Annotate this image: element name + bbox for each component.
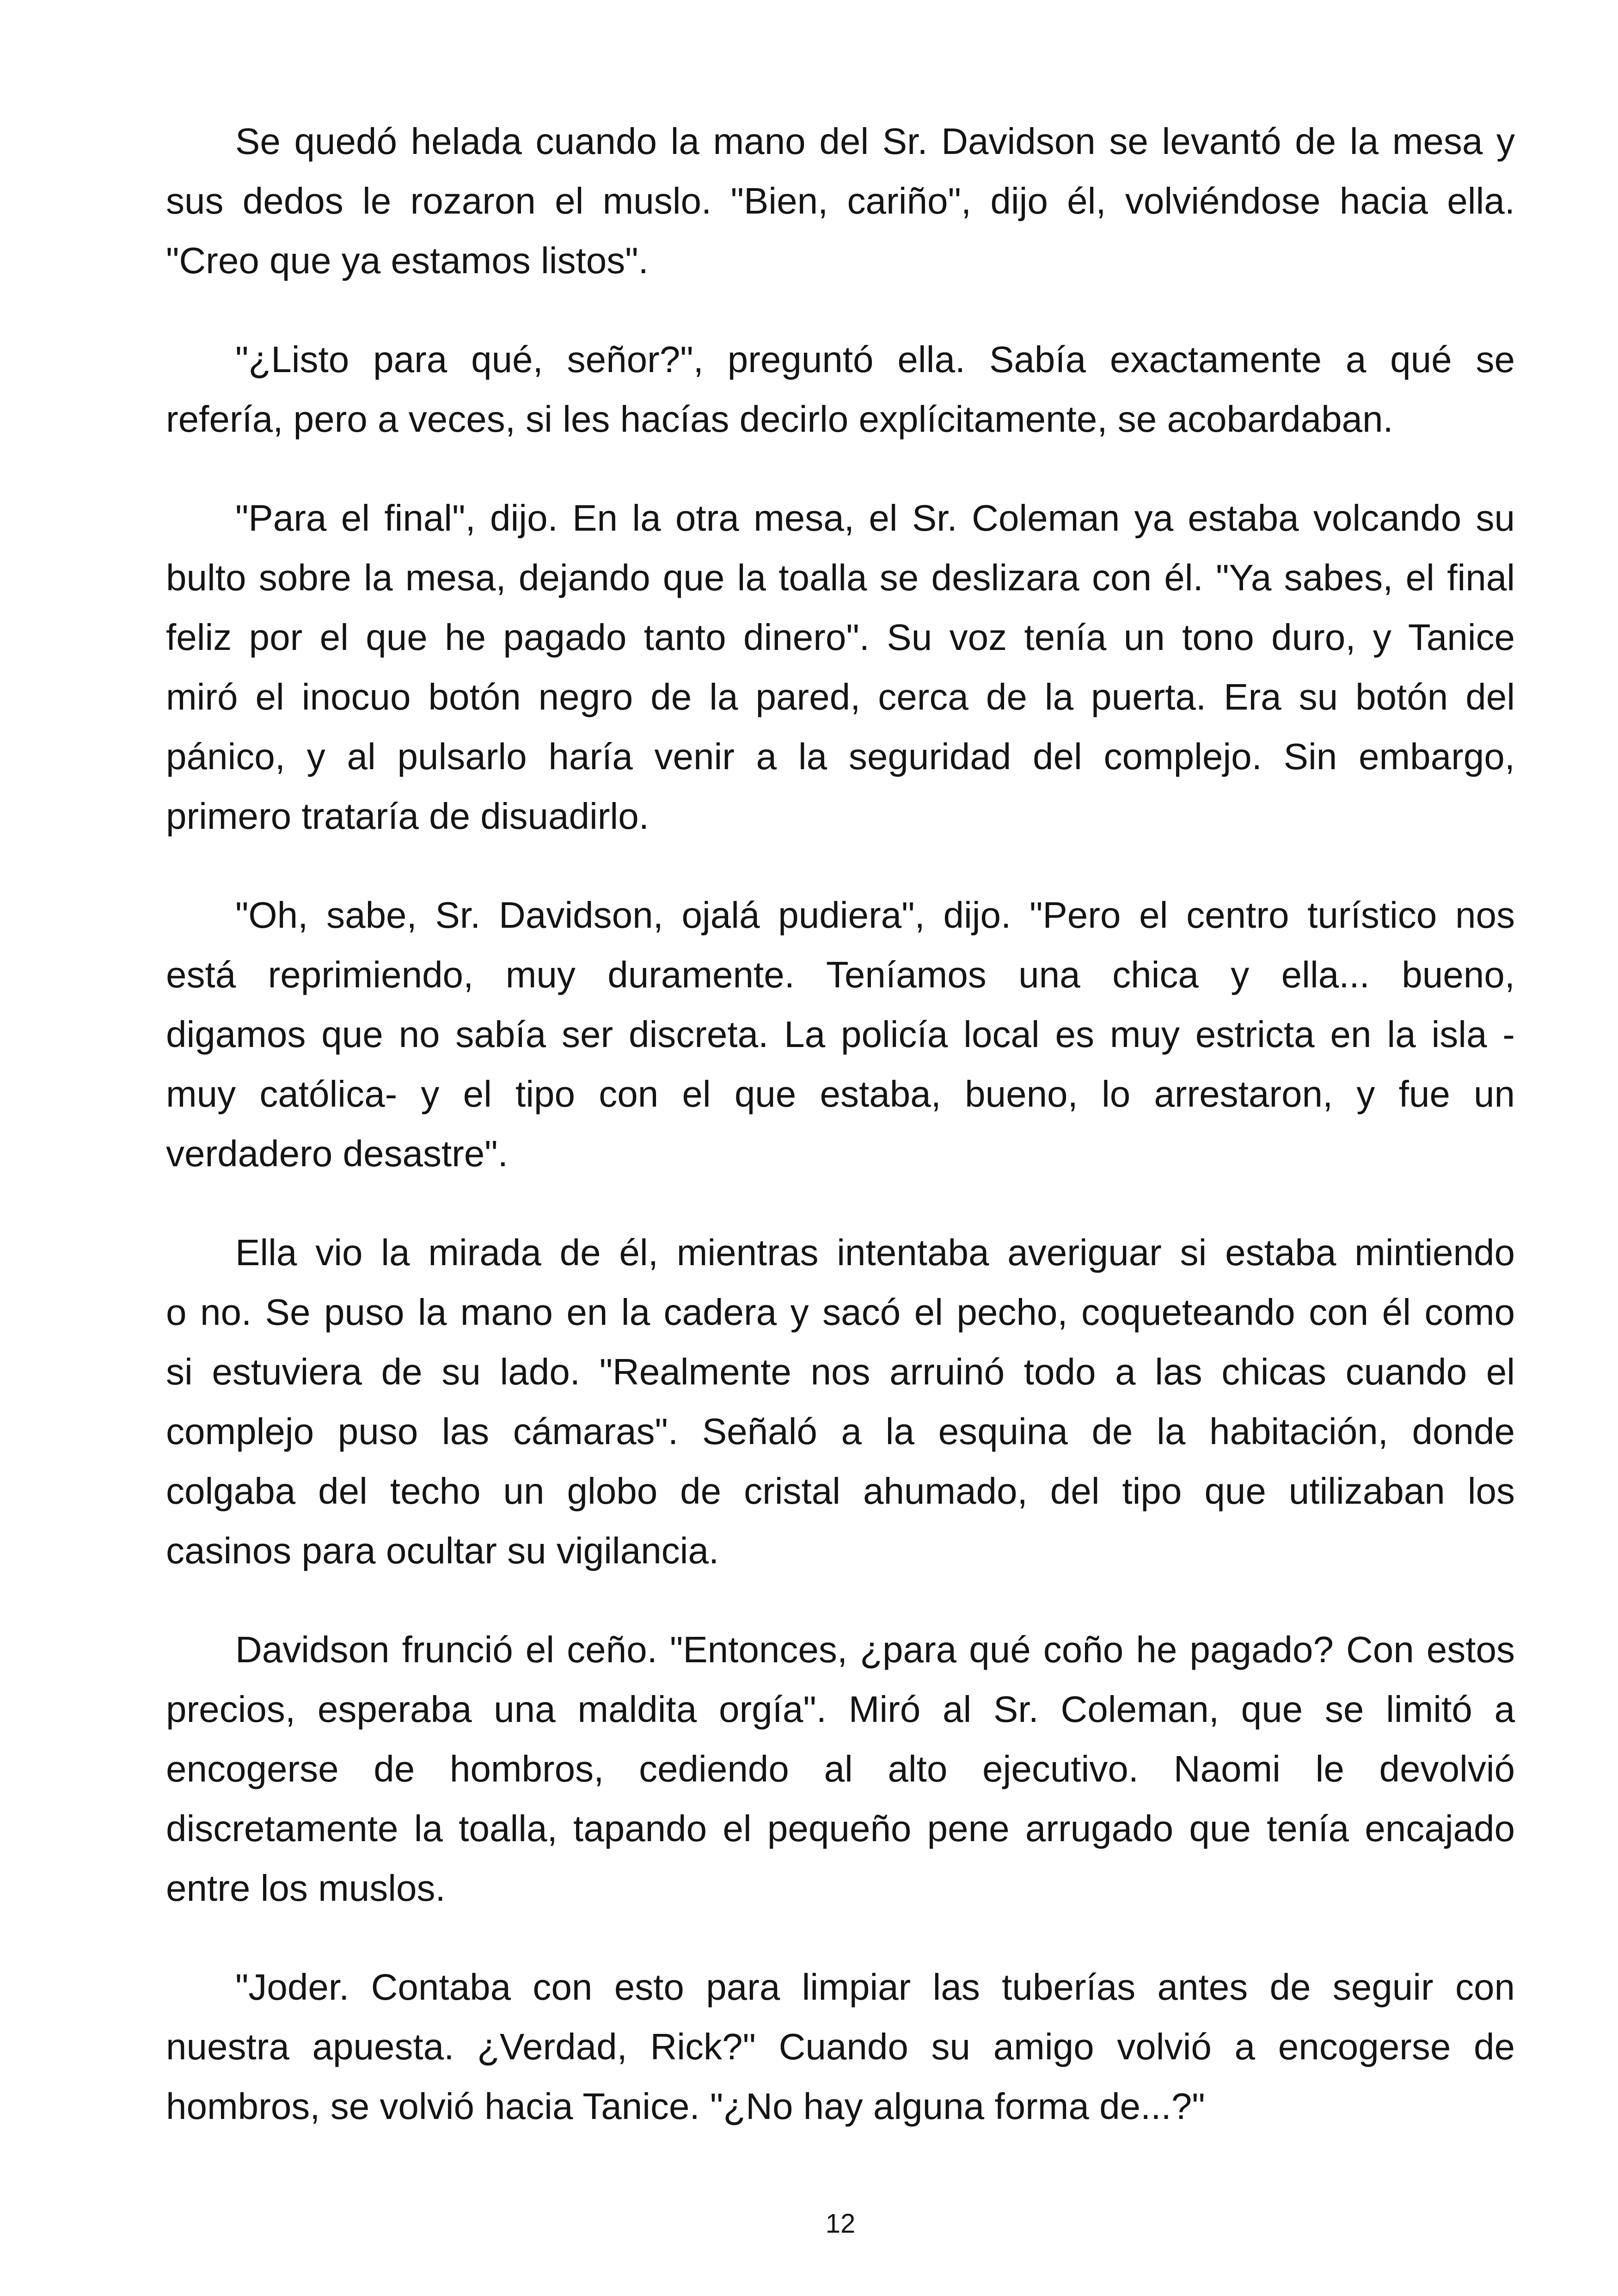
- text-line: nuestra apuesta. ¿Verdad, Rick?" Cuando su amigo volvió a encogerse de: [166, 2026, 1515, 2067]
- body-text: [166, 111, 1515, 2136]
- paragraph: [166, 111, 1515, 290]
- text-line: complejo puso las cámaras". Señaló a la esquina de la habitación, donde: [166, 1411, 1515, 1452]
- text-line: feliz por el que he pagado tanto dinero". Su voz tenía un tono duro, y Tanice: [166, 617, 1515, 658]
- text-line: Davidson frunció el ceño. "Entonces, ¿para qué coño he pagado? Con estos: [235, 1629, 1515, 1670]
- text-line: "Para el final", dijo. En la otra mesa, el Sr. Coleman ya estaba volcando su: [235, 497, 1515, 539]
- paragraph: [166, 885, 1515, 1183]
- text-line: Se quedó helada cuando la mano del Sr. Davidson se levantó de la mesa y: [235, 121, 1515, 162]
- text-line: pánico, y al pulsarlo haría venir a la seguridad del complejo. Sin embargo,: [166, 736, 1515, 777]
- text-line: primero trataría de disuadirlo.: [166, 796, 649, 837]
- text-line: encogerse de hombros, cediendo al alto ejecutivo. Naomi le devolvió: [166, 1748, 1515, 1789]
- page-number: 12: [825, 2209, 856, 2239]
- text-line: muy católica- y el tipo con el que estaba, bueno, lo arrestaron, y fue un: [166, 1073, 1515, 1114]
- paragraph: [166, 1620, 1515, 1918]
- text-line: si estuviera de su lado. "Realmente nos arruinó todo a las chicas cuando el: [166, 1351, 1515, 1392]
- text-line: entre los muslos.: [166, 1867, 446, 1909]
- text-line: discretamente la toalla, tapando el pequeño pene arrugado que tenía encajado: [166, 1808, 1515, 1849]
- paragraph: [166, 330, 1515, 449]
- paragraph: [166, 488, 1515, 846]
- text-line: sus dedos le rozaron el muslo. "Bien, cariño", dijo él, volviéndose hacia ella.: [166, 180, 1515, 221]
- text-line: "¿Listo para qué, señor?", preguntó ella. Sabía exactamente a qué se: [235, 339, 1515, 380]
- text-line: "Creo que ya estamos listos".: [166, 240, 649, 281]
- paragraph: [166, 1957, 1515, 2136]
- text-line: verdadero desastre".: [166, 1133, 508, 1174]
- text-line: bulto sobre la mesa, dejando que la toalla se deslizara con él. "Ya sabes, el final: [166, 557, 1515, 598]
- text-line: está reprimiendo, muy duramente. Teníamos una chica y ella... bueno,: [166, 954, 1515, 995]
- text-line: "Joder. Contaba con esto para limpiar las tuberías antes de seguir con: [235, 1966, 1515, 2008]
- paragraph: [166, 1223, 1515, 1580]
- text-line: Ella vio la mirada de él, mientras intentaba averiguar si estaba mintiendo: [235, 1232, 1515, 1273]
- text-line: "Oh, sabe, Sr. Davidson, ojalá pudiera", dijo. "Pero el centro turístico nos: [235, 894, 1515, 936]
- text-line: digamos que no sabía ser discreta. La policía local es muy estricta en la isla -: [166, 1014, 1515, 1055]
- text-line: miró el inocuo botón negro de la pared, cerca de la puerta. Era su botón del: [166, 676, 1515, 717]
- text-line: colgaba del techo un globo de cristal ahumado, del tipo que utilizaban los: [166, 1470, 1515, 1512]
- text-line: hombros, se volvió hacia Tanice. "¿No hay alguna forma de...?": [166, 2086, 1205, 2127]
- text-line: o no. Se puso la mano en la cadera y sacó el pecho, coqueteando con él como: [166, 1292, 1515, 1333]
- text-line: precios, esperaba una maldita orgía". Miró al Sr. Coleman, que se limitó a: [166, 1689, 1515, 1730]
- text-line: refería, pero a veces, si les hacías decirlo explícitamente, se acobardaban.: [166, 398, 1393, 440]
- text-line: casinos para ocultar su vigilancia.: [166, 1530, 719, 1571]
